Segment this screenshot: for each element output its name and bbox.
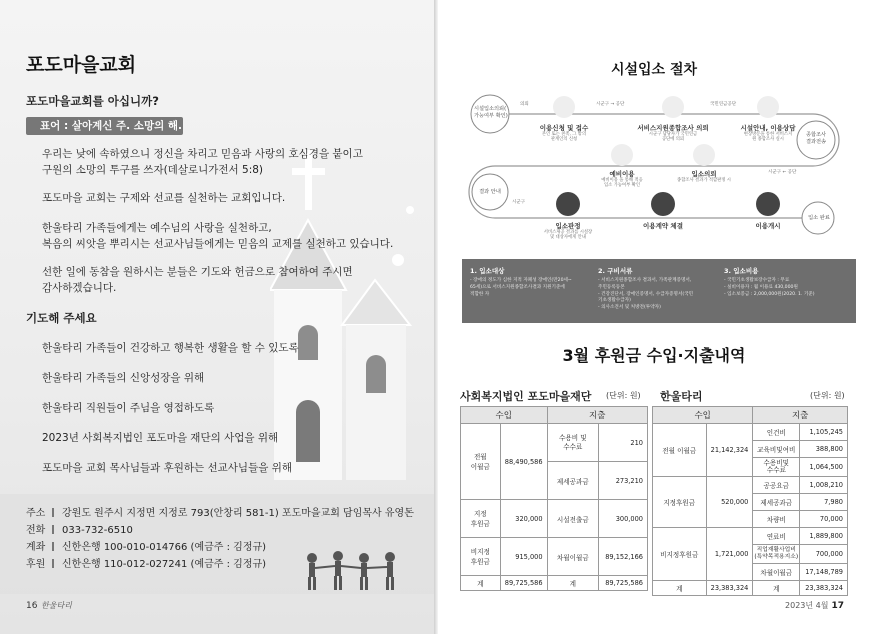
total-label: 계 [653, 581, 707, 596]
table-cell: 915,000 [500, 538, 547, 576]
table-cell: 700,000 [800, 545, 848, 564]
table1-unit: (단위: 원) [606, 391, 641, 400]
flow-step-desc: 현장방문을 통한 서비스지 원 종합조사 실시 [743, 132, 793, 142]
flow-step-title: 서비스지원종합조사 의뢰 [637, 124, 709, 132]
table-cell: 차량비 [753, 511, 800, 528]
hanultari-finance-table [652, 406, 848, 596]
total-expense: 89,725,586 [599, 576, 648, 591]
prayer-item: 포도마을 교회 목사님들과 후원하는 선교사님들을 위해 [42, 462, 292, 474]
table-cell: 지정 후원금 [461, 500, 501, 538]
motto-badge: 표어 : 살아계신 주. 소망의 해. [26, 117, 183, 135]
total-label: 계 [547, 576, 599, 591]
flow-arrow-label: 시군구 ← 공단 [768, 170, 797, 175]
table-cell: 320,000 [500, 500, 547, 538]
table-cell: 전월 이월금 [461, 424, 501, 500]
table-cell: 수용비 및 수수료 [547, 424, 599, 462]
prayer-item: 한울타리 직원들이 주님을 영접하도록 [42, 402, 215, 414]
total-label: 계 [753, 581, 800, 596]
love-paragraph: 한울타리 가족들에게는 예수님의 사랑을 실천하고, 복음의 씨앗을 뿌리시는 선교사님들에게는 믿음의 교제를 실천하고 있습니다. [42, 222, 394, 250]
total-label: 계 [461, 576, 501, 591]
table-cell: 88,490,586 [500, 424, 547, 500]
table-cell: 21,142,324 [706, 424, 753, 477]
table-cell: 공공요금 [753, 477, 800, 494]
section-heading-prayer: 기도해 주세요 [26, 311, 97, 325]
table1-caption: 사회복지법인 포도마을재단 [460, 390, 592, 403]
table-cell: 제세공과금 [547, 462, 599, 500]
requirement-target: 1. 입소대상 - 장애의 정도가 심한 지적 자폐성 장애인(만20세~ 65세)으로 서비스지원종합조사결과 지원기준에 적합한 자 [470, 267, 572, 297]
flow-step-desc: 예비이용 을 통해 적응 입소 가능여부 확인 [601, 178, 643, 188]
expense-header: 지출 [547, 407, 647, 424]
table-cell: 차월이월금 [547, 538, 599, 576]
table-cell: 70,000 [800, 511, 848, 528]
table-cell: 273,210 [599, 462, 648, 500]
requirements-box [462, 259, 856, 323]
page-footer [785, 600, 844, 611]
table-cell: 1,889,800 [800, 528, 848, 545]
table-cell: 89,152,166 [599, 538, 648, 576]
flow-step-desc: 본인 또는 친족, 그 밖의 관계인의 신청 [541, 132, 587, 142]
admission-flow-diagram [468, 88, 840, 256]
flow-step-title: 이용신청 및 접수 [539, 124, 589, 132]
flow-step-title: 입소판정 [555, 222, 581, 230]
table-cell: 1,721,000 [706, 528, 753, 581]
total-income: 89,725,586 [500, 576, 547, 591]
requirement-documents: 2. 구비서류 - 서비스지원종합조사 결과서, 가족관계증명서, 주민등록등본 - 건강진단서, 장애인증명서, 수급자증명서(국민 기초생활수급자) - 의사소견서 및 처방전(투약자) [598, 267, 694, 311]
table-cell: 차월이월금 [753, 564, 800, 581]
page-logo: 한울타리 [41, 601, 72, 610]
section-heading-about: 포도마을교회를 아십니까? [26, 94, 159, 108]
income-header: 수입 [653, 407, 753, 424]
left-page [0, 0, 434, 634]
table-cell: 교육비및여비 [753, 441, 800, 458]
phone-row: 전화 033-732-6510 [26, 525, 133, 536]
prayer-item: 한울타리 가족들의 신앙성장을 위해 [42, 372, 205, 384]
expense-header: 지출 [753, 407, 848, 424]
total-income: 23,383,324 [706, 581, 753, 596]
children-illustration [300, 548, 410, 596]
flow-arrow-label: 국민연금공단 [710, 102, 737, 107]
result-notice-circle-label: 결과 안내 [479, 189, 501, 195]
flow-step-title: 이용개시 [755, 222, 781, 230]
table-cell: 비지정후원금 [653, 528, 707, 581]
flow-step-desc: 종합조사 결과가 적합판정 시 [677, 178, 731, 183]
table-cell: 7,980 [800, 494, 848, 511]
total-expense: 23,383,324 [800, 581, 848, 596]
page-number: 17 [831, 601, 844, 611]
flow-arrow-label: 의뢰 [520, 102, 529, 107]
scripture-paragraph: 우리는 낮에 속하였으니 정신을 차리고 믿음과 사랑의 호심경을 붙이고 구원의 소망의 투구를 쓰자(데살로니가전서 5:8) [42, 148, 363, 176]
footer-date: 2023년 4월 [785, 601, 829, 610]
table-cell: 제세공과금 [753, 494, 800, 511]
table-cell: 직업재활사업비 (특약목적용지소) [753, 545, 800, 564]
flow-step-title: 시설안내, 이용상담 [740, 124, 796, 132]
flow-step-desc: 시군구 담당자가 국민연금 공단에 의뢰 [648, 132, 698, 142]
table-cell: 지정후원금 [653, 477, 707, 528]
prayer-item: 2023년 사회복지법인 포도마을 재단의 사업을 위해 [42, 432, 279, 444]
flow-step-title: 이용계약 체결 [643, 222, 683, 230]
table-cell: 1,105,245 [800, 424, 848, 441]
prayer-item: 한울타리 가족들이 건강하고 행복한 생활을 할 수 있도록 [42, 342, 299, 354]
right-page [438, 0, 870, 634]
sponsor-row: 후원 신한은행 110-012-027241 (예금주 : 김정규) [26, 559, 267, 570]
flow-arrow-label: 시군구 [512, 200, 526, 205]
flow-step-title: 예비이용 [609, 170, 635, 178]
table-cell: 210 [599, 424, 648, 462]
mission-paragraph: 포도마을 교회는 구제와 선교를 실천하는 교회입니다. [42, 192, 286, 204]
table2-unit: (단위: 원) [810, 391, 845, 400]
flow-arrow-label: 시군구 → 공단 [596, 102, 625, 107]
table-cell: 1,008,210 [800, 477, 848, 494]
admission-done-circle-label: 입소 완료 [808, 215, 830, 221]
requirement-cost: 3. 입소비용 - 국민기초생활보장수급자 : 무료 - 실비이용자 : 월 이용료 430,000원 - 입소보증금 : 2,000,000원(2020. 1. 기준) [724, 267, 815, 297]
table-cell: 시설전출금 [547, 500, 599, 538]
flow-step-desc: 서비스제공 결과를 시설장 및 대상자에게 안내 [543, 230, 593, 240]
table-cell: 수용비및 수수료 [753, 458, 800, 477]
flow-step-title: 입소의뢰 [691, 170, 717, 178]
table-cell: 비지정 후원금 [461, 538, 501, 576]
address-row: 주소 강원도 원주시 지정면 지정로 793(안창리 581-1) 포도마을교회 담임목사 유영돈 [26, 508, 414, 519]
page-number: 16 [26, 601, 38, 611]
start-circle-label: 시설입소의뢰( 가능여부 확인) [474, 106, 508, 119]
foundation-finance-table [460, 406, 648, 591]
table-cell: 17,148,789 [800, 564, 848, 581]
table-cell: 388,800 [800, 441, 848, 458]
table-cell: 연료비 [753, 528, 800, 545]
account-row: 계좌 신한은행 100-010-014766 (예금주 : 김정규) [26, 542, 267, 553]
table-cell: 1,064,500 [800, 458, 848, 477]
income-header: 수입 [461, 407, 548, 424]
table-cell: 인건비 [753, 424, 800, 441]
table-cell: 300,000 [599, 500, 648, 538]
table-cell: 520,000 [706, 477, 753, 528]
result-send-circle-label: 종합조사 결과전송 [805, 132, 827, 145]
table-cell: 전월 이월금 [653, 424, 707, 477]
page-title: 포도마을교회 [26, 54, 137, 76]
finance-title: 3월 후원금 수입·지출내역 [562, 346, 746, 365]
procedure-title: 시설입소 절차 [610, 62, 698, 78]
table2-caption: 한울타리 [660, 390, 703, 403]
participation-paragraph: 선한 일에 동참을 원하시는 분들은 기도와 헌금으로 참여하여 주시면 감사하겠습니다. [42, 266, 353, 294]
